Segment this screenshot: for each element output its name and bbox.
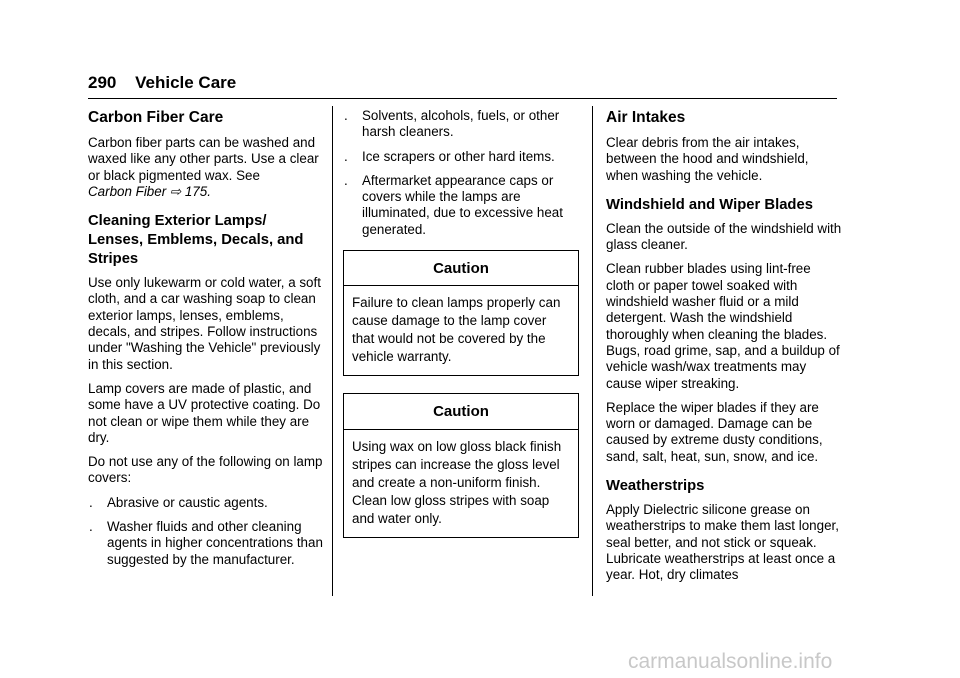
heading-windshield-wiper-blades: Windshield and Wiper Blades [606, 196, 813, 213]
cross-reference-link[interactable]: Carbon Fiber ⇨ 175. [88, 183, 211, 199]
heading-weatherstrips: Weatherstrips [606, 478, 705, 495]
page-section-title: Vehicle Care [135, 73, 237, 92]
watermark-text: carmanualsonline.info [628, 650, 833, 673]
bullet-marker: . [344, 108, 348, 123]
heading-cleaning-exterior-lamps: Cleaning Exterior Lamps/ Lenses, Emblems, Decals, and Stripes [88, 213, 304, 268]
bullet-marker: . [344, 148, 348, 164]
header-rule [88, 98, 837, 99]
paragraph-weatherstrips: Apply Dielectric silicone grease on weatherstrips to make them last longer, seal better, and not stick or squeak. Lubricate weatherstrips at least once a year. Hot, dry climates [606, 502, 839, 583]
list-item: . Abrasive or caustic agents. [89, 494, 268, 510]
paragraph-wiper-3: Replace the wiper blades if they are worn or damaged. Damage can be caused by extreme dusty conditions, sand, salt, heat, sun, snow, and ice. [606, 399, 823, 464]
column-left [88, 108, 324, 576]
column-middle [343, 108, 579, 555]
paragraph-carbon-fiber: Carbon fiber parts can be washed and waxed like any other parts. Use a clear or black pigmented wax. See Carbon Fiber ⇨ 175. [88, 135, 319, 199]
list-item: . Solvents, alcohols, fuels, or other harsh cleaners. [344, 108, 560, 140]
column-right [606, 108, 842, 592]
heading-carbon-fiber-care: Carbon Fiber Care [88, 109, 224, 126]
bullet-marker: . [89, 519, 93, 535]
paragraph-wiper-1: Clean the outside of the windshield with glass cleaner. [606, 220, 842, 253]
caution-box-stripes [343, 393, 579, 537]
page-header [88, 73, 236, 93]
paragraph-lamps-3: Do not use any of the following on lamp covers: [88, 454, 323, 486]
page-arrow-icon: ⇨ [169, 183, 182, 199]
column-divider-2 [592, 106, 593, 596]
caution-text: Failure to clean lamps properly can cause damage to the lamp cover that would not be covered by the vehicle warranty. [352, 295, 561, 365]
bullet-marker: . [89, 494, 93, 510]
caution-title: Caution [344, 251, 578, 286]
heading-air-intakes: Air Intakes [606, 109, 686, 126]
bullet-marker: . [344, 172, 348, 188]
caution-box-lamps [343, 250, 579, 376]
paragraph-wiper-2: Clean rubber blades using lint-free cloth or paper towel soaked with windshield washer fluid or a mild detergent. Wash the windshield thoroughly when cleaning the blades. Bugs, road grime, sap, and a buildup of vehicle wash/wax treatments may cause wiper streaking. [606, 261, 840, 391]
paragraph-lamps-2: Lamp covers are made of plastic, and some have a UV protective coating. Do not clean or wipe them while they are dry. [88, 380, 321, 445]
paragraph-air-intakes: Clear debris from the air intakes, between the hood and windshield, when washing the vehicle. [606, 135, 809, 183]
list-item: . Aftermarket appearance caps or covers while the lamps are illuminated, due to excessive heat generated. [344, 172, 563, 237]
page-number: 290 [88, 73, 117, 92]
list-item: . Washer fluids and other cleaning agents in higher concentrations than suggested by the manufacturer. [89, 519, 323, 567]
list-item: . Ice scrapers or other hard items. [344, 148, 555, 164]
column-divider-1 [332, 106, 333, 596]
caution-text: Using wax on low gloss black finish stripes can increase the gloss level and create a non-uniform finish. Clean low gloss stripes with soap and water only. [352, 438, 562, 526]
caution-title: Caution [344, 394, 578, 429]
paragraph-lamps-1: Use only lukewarm or cold water, a soft cloth, and a car washing soap to clean exterior lamps, lenses, emblems, decals, and stripes. Follow instructions under "Washing the Vehicle" previously in this section. [88, 275, 321, 372]
